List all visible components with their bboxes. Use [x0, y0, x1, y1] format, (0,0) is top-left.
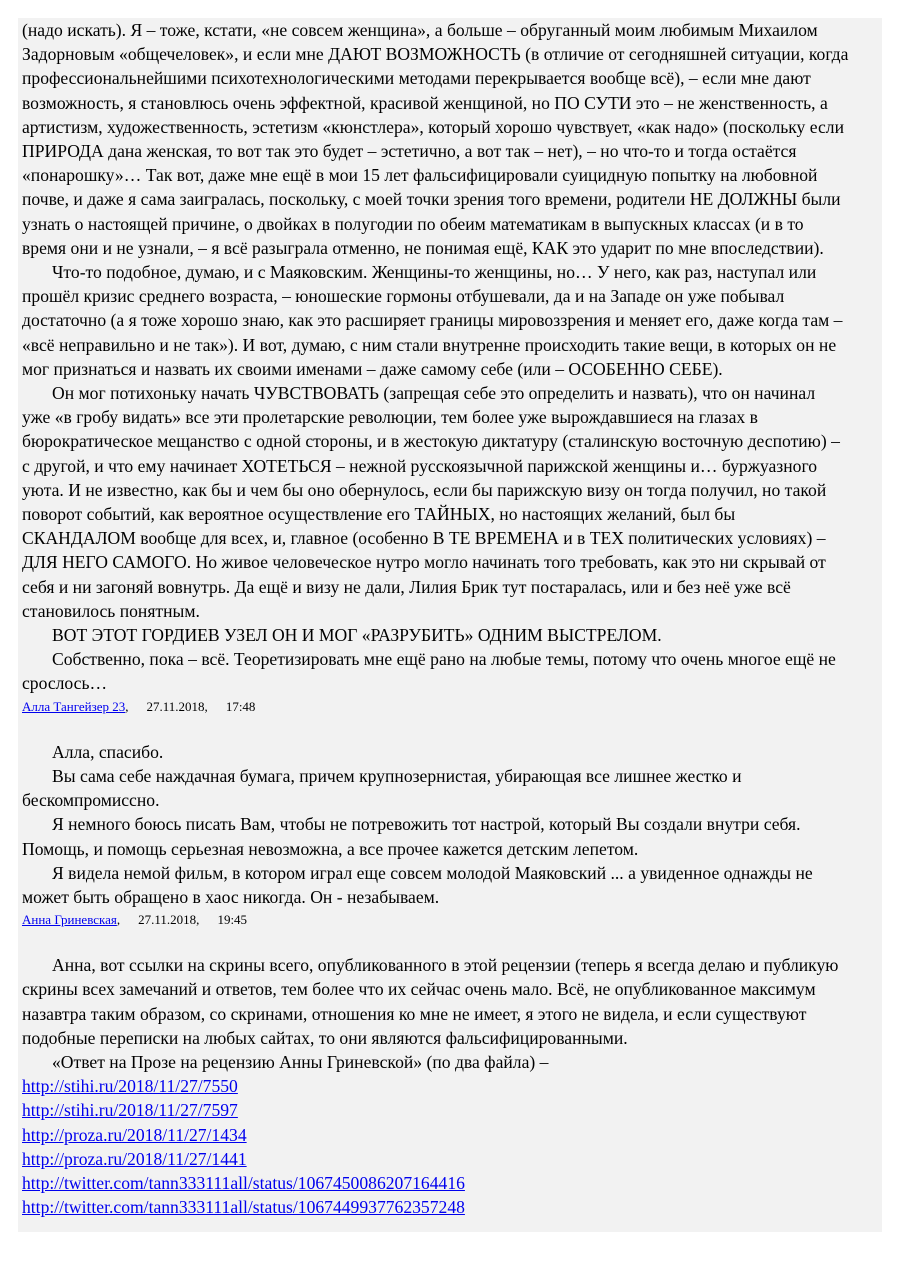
comment-1-line: Собственно, пока – всё. Теоретизировать мне ещё рано на любые темы, потому что очень многое ещё не: [52, 649, 836, 670]
comment-1-line: уже «в гробу видать» все эти пролетарские революции, тем более уже вырождавшиеся на глазах в: [22, 407, 758, 428]
comment-1-author-link[interactable]: Алла Тангейзер 23: [22, 698, 126, 714]
comment-1-line: мог признаться и назвать их своими именами – даже самому себе (или – ОСОБЕННО СЕБЕ).: [22, 358, 723, 379]
comment-2-line: Алла, спасибо.: [52, 741, 164, 762]
comment-1-meta: [22, 698, 882, 716]
comment-1-line: достаточно (а я тоже хорошо знаю, как это расширяет границы мировоззрения и меняет его, даже когда там –: [22, 310, 843, 331]
comment-1-line: Что-то подобное, думаю, и с Маяковским. Женщины-то женщины, но… У него, как раз, наступал или: [52, 262, 817, 283]
comment-separator: ,: [116, 912, 121, 928]
comment-1-line: ВОТ ЭТОТ ГОРДИЕВ УЗЕЛ ОН И МОГ «РАЗРУБИТЬ» ОДНИМ ВЫСТРЕЛОМ.: [52, 625, 662, 646]
screenshot-link[interactable]: http://stihi.ru/2018/11/27/7550: [22, 1076, 238, 1097]
comment-1-line: (надо искать). Я – тоже, кстати, «не совсем женщина», а больше – обруганный моим любимым Михаилом: [22, 20, 818, 40]
comment-1-line: срослось…: [22, 673, 108, 694]
comment-1-line: профессиональнейшими психотехнологическими методами перекрывается вообще всё), – если мне дают: [22, 68, 811, 89]
comment-3-line: назавтра таким образом, со скринами, отношения ко мне не имеет, я этого не видела, и если существуют: [22, 1003, 807, 1024]
comment-3-line: Анна, вот ссылки на скрины всего, опубликованного в этой рецензии (теперь я всегда делаю и публикую: [52, 955, 839, 976]
comment-2-time: 19:45: [217, 912, 248, 928]
comment-1-line: почве, и даже я сама заигралась, поскольку, с моей точки зрения того времени, родители НЕ ДОЛЖНЫ были: [22, 189, 841, 210]
comment-1-line: артистизм, художественность, эстетизм «кюнстлера», который хорошо чувствует, «как надо» (поскольку если: [22, 116, 844, 137]
comment-1-date: 27.11.2018,: [146, 698, 208, 714]
comment-1-line: прошёл кризис среднего возраста, – юношеские гормоны отбушевали, да и на Западе он уже побывал: [22, 286, 785, 307]
comment-1-line: время они и не узнали, – я всё разыграла отменно, не понимая ещё, КАК это ударит по мне впоследствии).: [22, 237, 824, 258]
comment-1-line: возможность, я становлюсь очень эффектной, красивой женщиной, но ПО СУТИ это – не женственность, а: [22, 92, 828, 113]
comment-2-author-link[interactable]: Анна Гриневская: [22, 912, 117, 928]
comment-1-line: «понарошку»… Так вот, даже мне ещё в мои 15 лет фальсифицировали суицидную попытку на любовной: [22, 165, 818, 186]
comment-1-line: уюта. И не известно, как бы и чем бы оно обернулось, если бы парижскую визу он тогда получил, но такой: [22, 479, 827, 500]
screenshot-link[interactable]: http://twitter.com/tann333111all/status/1067450086207164416: [22, 1172, 465, 1193]
comment-3: [22, 953, 882, 1219]
comment-1-line: узнать о настоящей причине, о двойках в полугодии по обеим математикам в выпускных классах (и в то: [22, 213, 804, 234]
comment-1-line: «всё неправильно и не так»). И вот, думаю, с ним стали внутренне происходить такие вещи, в которых он не: [22, 334, 837, 355]
comment-2-line: бескомпромиссно.: [22, 790, 160, 811]
comments-page: [18, 18, 882, 1232]
comment-1-line: ДЛЯ НЕГО САМОГО. Но живое человеческое нутро могло начинать того требовать, как это ни скрывай от: [22, 552, 826, 573]
screenshot-link[interactable]: http://stihi.ru/2018/11/27/7597: [22, 1100, 238, 1121]
comment-1-line: Он мог потихоньку начать ЧУВСТВОВАТЬ (запрещая себе это определить и назвать), что он начинал: [52, 383, 816, 404]
comment-2-date: 27.11.2018,: [138, 912, 200, 928]
comment-3-line: подобные переписки на любых сайтах, то они являются фальсифицированными.: [22, 1027, 628, 1048]
comment-1-time: 17:48: [225, 698, 256, 714]
screenshot-link[interactable]: http://proza.ru/2018/11/27/1441: [22, 1148, 247, 1169]
comment-1: [22, 18, 882, 716]
comment-2-line: может быть обращено в хаос никогда. Он - незабываем.: [22, 886, 440, 907]
comment-3-line: «Ответ на Прозе на рецензию Анны Гриневской» (по два файла) –: [52, 1051, 549, 1072]
comment-2-line: Я немного боюсь писать Вам, чтобы не потревожить тот настрой, который Вы создали внутри себя.: [52, 814, 801, 835]
comment-2-line: Вы сама себе наждачная бумага, причем крупнозернистая, убирающая все лишнее жестко и: [52, 765, 742, 786]
comment-1-line: Задорновым «общечеловек», и если мне ДАЮТ ВОЗМОЖНОСТЬ (в отличие от сегодняшней ситуации, когда: [22, 44, 849, 65]
comment-3-line: скрины всех замечаний и ответов, тем более что их сейчас очень мало. Всё, не опубликованное максимум: [22, 979, 816, 1000]
comment-1-line: себя и ни загоняй вовнутрь. Да ещё и визу не дали, Лилия Брик тут постаралась, или и без неё уже всё: [22, 576, 791, 597]
comment-1-line: становилось понятным.: [22, 600, 200, 621]
comment-1-line: бюрократическое мещанство с одной стороны, и в жестокую диктатуру (сталинскую восточную деспотию) –: [22, 431, 840, 452]
comment-1-line: поворот событий, как вероятное осуществление его ТАЙНЫХ, но настоящих желаний, был бы: [22, 504, 736, 525]
comment-2-line: Помощь, и помощь серьезная невозможна, а все прочее кажется детским лепетом.: [22, 838, 639, 859]
comment-2: [22, 740, 882, 929]
comment-2-line: Я видела немой фильм, в котором играл еще совсем молодой Маяковский ... а увиденное однажды не: [52, 862, 813, 883]
comment-1-line: СКАНДАЛОМ вообще для всех, и, главное (особенно В ТЕ ВРЕМЕНА и в ТЕХ политических условиях) –: [22, 528, 826, 549]
comment-2-meta: [22, 911, 882, 929]
comment-1-line: ПРИРОДА дана женская, то вот так это будет – эстетично, а вот так – нет), – но что-то и тогда остаётся: [22, 141, 797, 162]
comment-1-line: с другой, и что ему начинает ХОТЕТЬСЯ – нежной русскоязычной парижской женщины и… буржуазного: [22, 455, 818, 476]
screenshot-link[interactable]: http://twitter.com/tann333111all/status/1067449937762357248: [22, 1197, 465, 1218]
screenshot-link[interactable]: http://proza.ru/2018/11/27/1434: [22, 1124, 247, 1145]
comment-separator: ,: [125, 698, 129, 714]
